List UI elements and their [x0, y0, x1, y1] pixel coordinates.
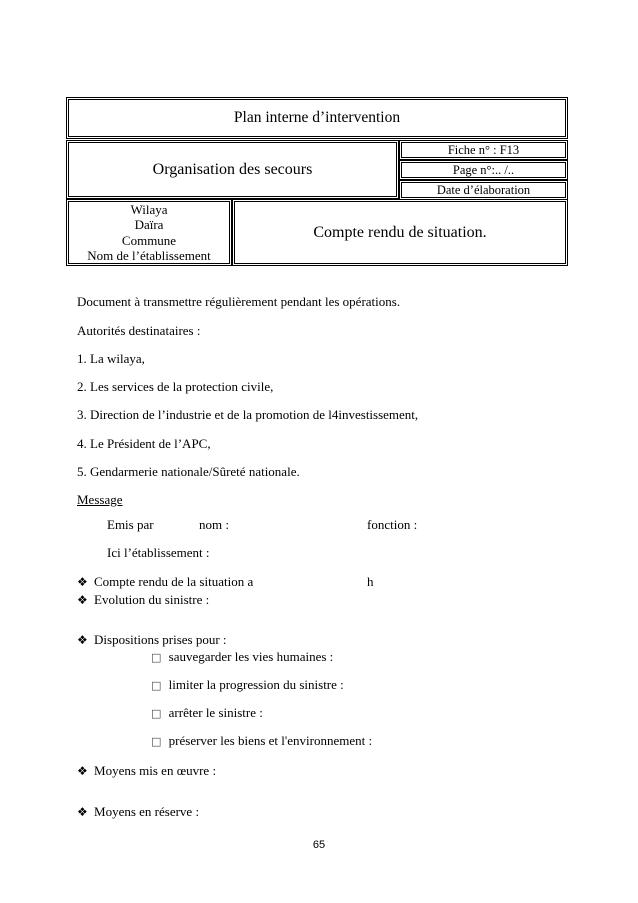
diamond-bullet-icon: ❖	[77, 764, 88, 778]
list-item	[77, 592, 209, 608]
message-label: Message	[77, 492, 123, 507]
daira-label: Daïra	[134, 217, 164, 232]
list-item	[77, 763, 216, 779]
page-number-field: Page n°:.. /..	[452, 162, 515, 177]
compte-rendu-situation-label: Compte rendu de la situation a	[94, 574, 254, 589]
autorites-heading: Autorités destinataires :	[77, 323, 201, 338]
diamond-bullet-icon: ❖	[77, 593, 88, 607]
page-box	[399, 160, 568, 180]
list-item: 5. Gendarmerie nationale/Sûreté nationale.	[77, 464, 300, 479]
date-elaboration: Date d’élaboration	[436, 182, 531, 197]
list-item	[77, 574, 88, 590]
emis-par-label: Emis par	[107, 517, 154, 532]
list-item: 2. Les services de la protection civile,	[77, 379, 274, 394]
intro-text: Document à transmettre régulièrement pendant les opérations.	[77, 294, 401, 309]
dispositions-label: Dispositions prises pour :	[94, 632, 227, 647]
diamond-bullet-icon: ❖	[77, 805, 88, 819]
date-box	[399, 180, 568, 200]
sub-item-text: limiter la progression du sinistre :	[168, 677, 344, 692]
sub-item-text: sauvegarder les vies humaines :	[168, 649, 334, 664]
plan-title-box	[66, 97, 568, 139]
diamond-bullet-icon: ❖	[77, 575, 88, 589]
evolution-label: Evolution du sinistre :	[94, 592, 210, 607]
sub-item-text: préserver les biens et l'environnement :	[168, 733, 373, 748]
square-bullet-icon: □	[151, 707, 162, 720]
sub-list-item	[151, 705, 263, 721]
hour-label: h	[367, 574, 374, 589]
fiche-number: Fiche n° : F13	[447, 142, 520, 157]
square-bullet-icon: □	[151, 679, 162, 692]
sub-list-item	[151, 649, 333, 665]
compte-rendu-title: Compte rendu de situation.	[313, 223, 487, 241]
square-bullet-icon: □	[151, 735, 162, 748]
fiche-box	[399, 140, 568, 160]
square-bullet-icon: □	[151, 651, 162, 664]
page-number: 65	[312, 839, 326, 851]
etablissement-label: Nom de l’établissement	[87, 248, 211, 263]
plan-title: Plan interne d’intervention	[233, 109, 401, 126]
ici-etablissement-label: Ici l’établissement :	[107, 545, 210, 560]
nom-label: nom :	[199, 517, 229, 532]
org-title-box	[66, 140, 399, 199]
moyens-reserve-label: Moyens en réserve :	[94, 804, 200, 819]
list-item: 3. Direction de l’industrie et de la promotion de l4investissement,	[77, 407, 419, 422]
sub-list-item	[151, 677, 344, 693]
fonction-label: fonction :	[367, 517, 418, 532]
list-item	[77, 632, 227, 648]
list-item: 4. Le Président de l’APC,	[77, 436, 211, 451]
moyens-oeuvre-label: Moyens mis en œuvre :	[94, 763, 217, 778]
diamond-bullet-icon: ❖	[77, 633, 88, 647]
sub-item-text: arrêter le sinistre :	[168, 705, 263, 720]
location-box	[66, 199, 232, 266]
org-title: Organisation des secours	[152, 160, 313, 178]
wilaya-label: Wilaya	[130, 201, 168, 217]
list-item	[77, 804, 199, 820]
sub-list-item	[151, 733, 372, 749]
commune-label: Commune	[121, 232, 177, 248]
compte-rendu-box	[232, 199, 568, 266]
list-item: 1. La wilaya,	[77, 351, 145, 366]
